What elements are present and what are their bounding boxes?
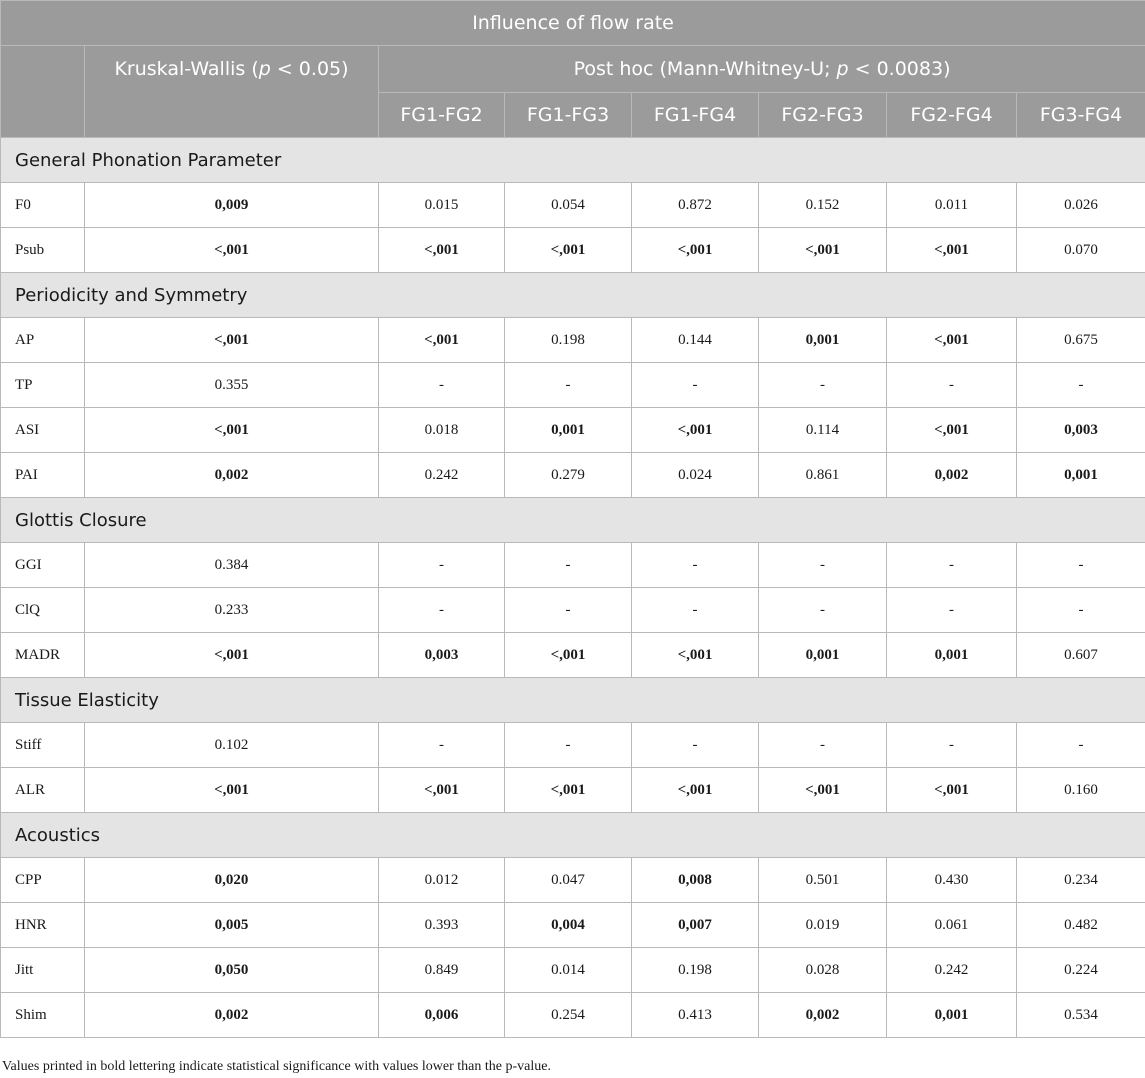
post-hoc-cell: - [759,363,887,408]
post-hoc-cell: 0.413 [632,993,759,1038]
kruskal-wallis-cell: <,001 [85,228,379,273]
post-hoc-cell: 0.144 [632,318,759,363]
post-hoc-cell: 0.393 [379,903,505,948]
post-hoc-cell: 0.018 [379,408,505,453]
post-hoc-cell: <,001 [887,408,1017,453]
param-header-cell [1,46,85,138]
post-hoc-cell: - [379,543,505,588]
post-hoc-cell: 0.054 [505,183,632,228]
post-hoc-cell: - [887,588,1017,633]
table-row [1,723,1145,768]
table-row [1,633,1145,678]
kruskal-wallis-cell: <,001 [85,318,379,363]
section-row [1,813,1145,858]
param-cell: GGI [1,543,85,588]
post-hoc-cell: 0.014 [505,948,632,993]
pair-column-header: FG3-FG4 [1017,93,1145,138]
post-hoc-cell: - [759,543,887,588]
post-hoc-cell: 0.198 [632,948,759,993]
table-row [1,543,1145,588]
post-hoc-cell: <,001 [632,768,759,813]
section-title: Acoustics [1,813,1145,858]
post-hoc-cell: 0,001 [887,993,1017,1038]
post-hoc-cell: <,001 [887,318,1017,363]
post-hoc-cell: - [1017,723,1145,768]
post-hoc-cell: <,001 [887,768,1017,813]
post-hoc-cell: 0,003 [379,633,505,678]
post-hoc-cell: - [632,363,759,408]
post-hoc-cell: 0.872 [632,183,759,228]
post-hoc-cell: - [759,723,887,768]
footnote: Values printed in bold lettering indicate statistical significance with values lower than the p-value. [2,1059,551,1074]
post-hoc-cell: - [759,588,887,633]
table-row [1,903,1145,948]
table-title: Influence of flow rate [1,1,1145,46]
section-row [1,498,1145,543]
param-cell: Stiff [1,723,85,768]
section-row [1,273,1145,318]
post-hoc-cell: 0.254 [505,993,632,1038]
param-cell: Shim [1,993,85,1038]
post-hoc-cell: - [379,588,505,633]
post-hoc-cell: 0.242 [887,948,1017,993]
post-hoc-cell: 0.160 [1017,768,1145,813]
table-body [1,138,1145,1038]
post-hoc-cell: <,001 [759,768,887,813]
section-title: General Phonation Parameter [1,138,1145,183]
post-hoc-cell: - [1017,588,1145,633]
section-title: Tissue Elasticity [1,678,1145,723]
param-cell: CPP [1,858,85,903]
post-hoc-cell: - [505,543,632,588]
kruskal-wallis-cell: <,001 [85,633,379,678]
post-hoc-cell: 0.070 [1017,228,1145,273]
post-hoc-cell: 0.015 [379,183,505,228]
table-row [1,993,1145,1038]
post-hoc-cell: - [887,543,1017,588]
kruskal-wallis-cell: 0,005 [85,903,379,948]
param-cell: ALR [1,768,85,813]
post-hoc-cell: 0,002 [759,993,887,1038]
kruskal-wallis-cell: <,001 [85,408,379,453]
table-row [1,363,1145,408]
table-row [1,183,1145,228]
post-hoc-cell: 0.482 [1017,903,1145,948]
kruskal-wallis-cell: 0,009 [85,183,379,228]
param-cell: AP [1,318,85,363]
post-hoc-cell: 0.234 [1017,858,1145,903]
post-hoc-header: Post hoc (Mann-Whitney-U; p < 0.0083) [379,46,1145,93]
param-cell: ClQ [1,588,85,633]
post-hoc-cell: 0.430 [887,858,1017,903]
kruskal-wallis-cell: 0,050 [85,948,379,993]
post-hoc-cell: 0.224 [1017,948,1145,993]
param-cell: HNR [1,903,85,948]
post-hoc-cell: - [1017,543,1145,588]
post-hoc-cell: 0.028 [759,948,887,993]
section-title: Periodicity and Symmetry [1,273,1145,318]
post-hoc-cell: 0.011 [887,183,1017,228]
param-cell: MADR [1,633,85,678]
post-hoc-cell: 0.026 [1017,183,1145,228]
post-hoc-cell: 0.152 [759,183,887,228]
post-hoc-cell: - [632,723,759,768]
param-cell: ASI [1,408,85,453]
kruskal-wallis-cell: 0.355 [85,363,379,408]
pair-column-header: FG1-FG4 [632,93,759,138]
post-hoc-cell: <,001 [505,228,632,273]
post-hoc-cell: 0.861 [759,453,887,498]
post-hoc-cell: 0.675 [1017,318,1145,363]
post-hoc-cell: 0,001 [759,318,887,363]
kruskal-wallis-cell: 0,002 [85,453,379,498]
kruskal-wallis-cell: 0.102 [85,723,379,768]
post-hoc-cell: <,001 [632,408,759,453]
table-row [1,768,1145,813]
post-hoc-cell: 0.501 [759,858,887,903]
post-hoc-cell: <,001 [505,768,632,813]
section-title: Glottis Closure [1,498,1145,543]
post-hoc-cell: <,001 [379,768,505,813]
pair-column-header: FG1-FG3 [505,93,632,138]
pair-column-header: FG1-FG2 [379,93,505,138]
table-row [1,408,1145,453]
post-hoc-cell: - [632,588,759,633]
post-hoc-cell: 0.242 [379,453,505,498]
section-row [1,678,1145,723]
post-hoc-cell: - [1017,363,1145,408]
post-hoc-cell: 0,002 [887,453,1017,498]
post-hoc-cell: - [505,588,632,633]
post-hoc-cell: 0,001 [759,633,887,678]
pair-column-header: FG2-FG3 [759,93,887,138]
post-hoc-cell: 0,004 [505,903,632,948]
post-hoc-cell: - [632,543,759,588]
table-row [1,858,1145,903]
post-hoc-cell: 0.279 [505,453,632,498]
kruskal-wallis-cell: 0,020 [85,858,379,903]
post-hoc-cell: 0.061 [887,903,1017,948]
post-hoc-cell: 0.607 [1017,633,1145,678]
post-hoc-cell: 0.114 [759,408,887,453]
table-row [1,948,1145,993]
table-row [1,228,1145,273]
kruskal-wallis-cell: 0.384 [85,543,379,588]
post-hoc-cell: - [505,723,632,768]
post-hoc-cell: - [505,363,632,408]
post-hoc-cell: <,001 [887,228,1017,273]
kruskal-wallis-header: Kruskal-Wallis (p < 0.05) [85,46,379,138]
param-cell: PAI [1,453,85,498]
table-row [1,588,1145,633]
post-hoc-cell: 0,001 [505,408,632,453]
post-hoc-cell: 0.849 [379,948,505,993]
post-hoc-cell: 0.047 [505,858,632,903]
table-header [1,1,1145,138]
post-hoc-cell: 0.012 [379,858,505,903]
post-hoc-cell: - [887,723,1017,768]
post-hoc-cell: <,001 [759,228,887,273]
param-cell: Psub [1,228,85,273]
post-hoc-cell: 0.024 [632,453,759,498]
section-row [1,138,1145,183]
post-hoc-cell: 0,001 [887,633,1017,678]
table-row [1,453,1145,498]
post-hoc-cell: <,001 [632,633,759,678]
post-hoc-cell: 0,008 [632,858,759,903]
post-hoc-cell: 0,001 [1017,453,1145,498]
post-hoc-cell: - [887,363,1017,408]
param-cell: TP [1,363,85,408]
table-row [1,318,1145,363]
post-hoc-cell: 0.019 [759,903,887,948]
post-hoc-cell: <,001 [379,228,505,273]
post-hoc-cell: <,001 [379,318,505,363]
param-cell: Jitt [1,948,85,993]
kruskal-wallis-cell: 0.233 [85,588,379,633]
post-hoc-cell: 0,006 [379,993,505,1038]
post-hoc-cell: - [379,363,505,408]
kruskal-wallis-cell: 0,002 [85,993,379,1038]
param-cell: F0 [1,183,85,228]
post-hoc-cell: 0,007 [632,903,759,948]
post-hoc-cell: <,001 [632,228,759,273]
post-hoc-cell: - [379,723,505,768]
post-hoc-cell: 0.534 [1017,993,1145,1038]
post-hoc-cell: 0.198 [505,318,632,363]
post-hoc-cell: 0,003 [1017,408,1145,453]
pair-column-header: FG2-FG4 [887,93,1017,138]
post-hoc-cell: <,001 [505,633,632,678]
kruskal-wallis-cell: <,001 [85,768,379,813]
